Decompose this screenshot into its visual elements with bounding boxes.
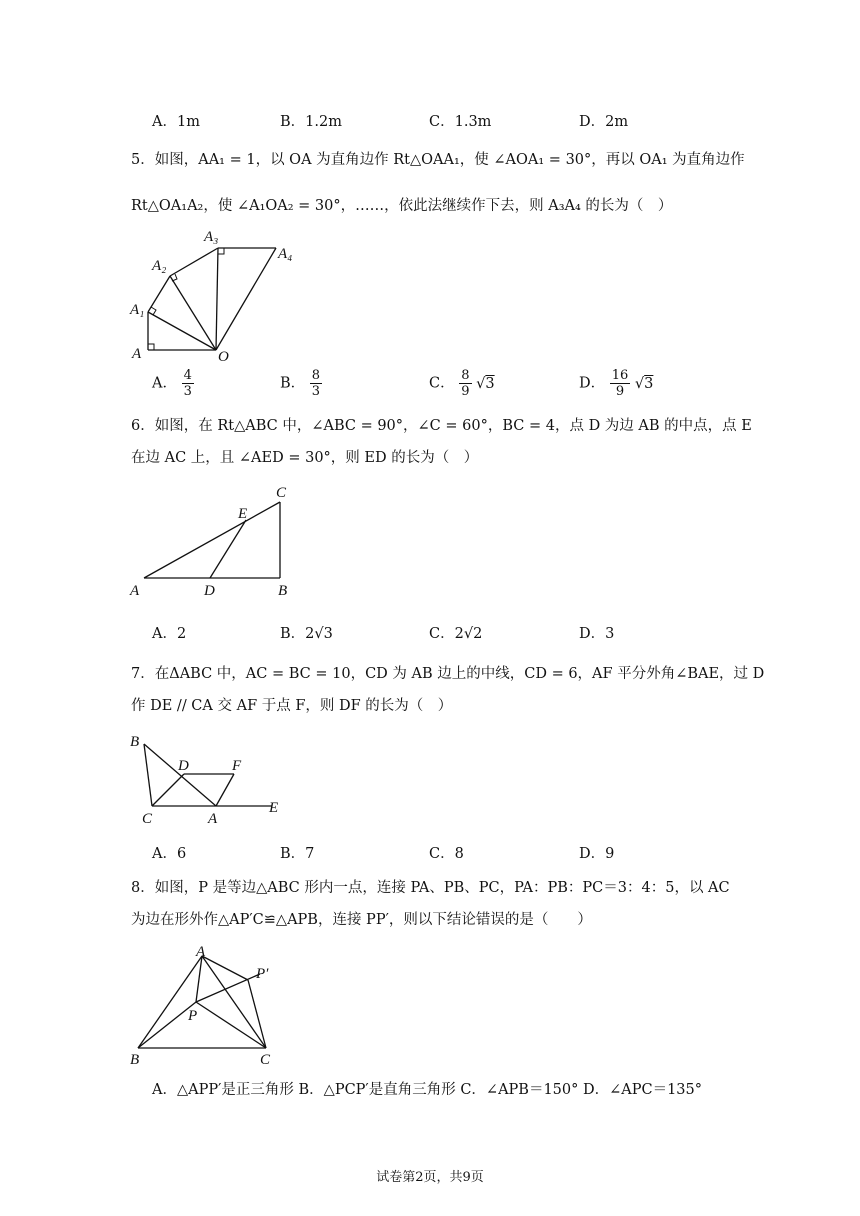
q7-label-f: F [232,758,242,774]
q5-label-a1: A₁ [130,302,145,318]
q7-stem-line1: 7．在ΔABC 中，AC = BC = 10，CD 为 AB 边上的中线，CD = 6，AF 平分外角∠BAE，过 D [131,666,765,682]
q6-label-e: E [238,506,248,522]
q6-label-c: C [276,485,287,501]
q4-option-b: B．1.2m [280,114,342,130]
q6-option-c: C．2√2 [429,626,483,642]
q5-label-a: A [132,346,142,362]
q8-label-a: A [196,944,206,960]
q6-option-d: D．3 [579,626,615,642]
q8-label-p-prime: P′ [256,966,269,982]
q7-label-a: A [208,811,218,827]
q7-option-c: C．8 [429,846,464,862]
q7-label-c: C [142,811,153,827]
q4-option-c: C．1.3m [429,114,492,130]
q5-option-b: B． $\frac{8}{3}$ [280,368,321,399]
q7-figure [124,730,294,830]
q7-option-d: D．9 [579,846,615,862]
q8-stem-line1: 8．如图，P 是等边△ABC 形内一点，连接 PA、PB、PC，PA：PB：PC＝3：4：5，以 AC [131,880,730,896]
q5-option-d: D． $\frac{16}{9}$ √3 [579,368,654,399]
q5-stem-line2: Rt△OA₁A₂，使 ∠A₁OA₂ = 30°，……，依此法继续作下去，则 A₃A₄ 的长为（ ） [131,198,673,214]
q8-figure [124,940,294,1068]
q6-label-d: D [204,583,215,599]
q5-stem-line1: 5．如图，AA₁ = 1，以 OA 为直角边作 Rt△OAA₁，使 ∠AOA₁ = 30°，再以 OA₁ 为直角边作 [131,152,745,168]
q5-label-a2: A₂ [152,258,167,274]
page-footer: 试卷第2页，共9页 [376,1170,484,1185]
q8-stem-line2: 为边在形外作△AP′C≌△APB，连接 PP′，则以下结论错误的是（ ） [131,912,592,928]
q8-label-p: P [188,1008,198,1024]
q5-option-a: A． $\frac{4}{3}$ [152,368,192,399]
q4-option-a: A．1m [152,114,200,130]
q7-option-a: A．6 [152,846,187,862]
q6-label-b: B [278,583,288,599]
q5-label-a3: A₃ [204,229,219,245]
q5-label-o: O [218,349,229,364]
q5-option-c: C． $\frac{8}{9}$ √3 [429,368,495,399]
q7-label-b: B [130,734,140,750]
q6-label-a: A [130,583,140,599]
q5-figure [128,226,308,364]
q7-stem-line2: 作 DE // CA 交 AF 于点 F，则 DF 的长为（ ） [131,698,453,714]
q8-label-b: B [130,1052,140,1068]
q6-option-b: B．2√3 [280,626,333,642]
q5-label-a4: A₄ [278,246,293,262]
q7-label-d: D [178,758,189,774]
q7-option-b: B．7 [280,846,315,862]
q4-option-d: D．2m [579,114,629,130]
q7-label-e: E [269,800,279,816]
q6-figure [124,482,304,602]
q8-label-c: C [260,1052,271,1068]
q6-stem-line2: 在边 AC 上，且 ∠AED = 30°，则 ED 的长为（ ） [131,450,479,466]
q8-options: A．△APP′是正三角形 B．△PCP′是直角三角形 C．∠APB＝150° D．∠APC＝135° [152,1082,703,1098]
q6-option-a: A．2 [152,626,187,642]
q6-stem-line1: 6．如图，在 Rt△ABC 中，∠ABC = 90°，∠C = 60°，BC = 4，点 D 为边 AB 的中点，点 E [131,418,752,434]
